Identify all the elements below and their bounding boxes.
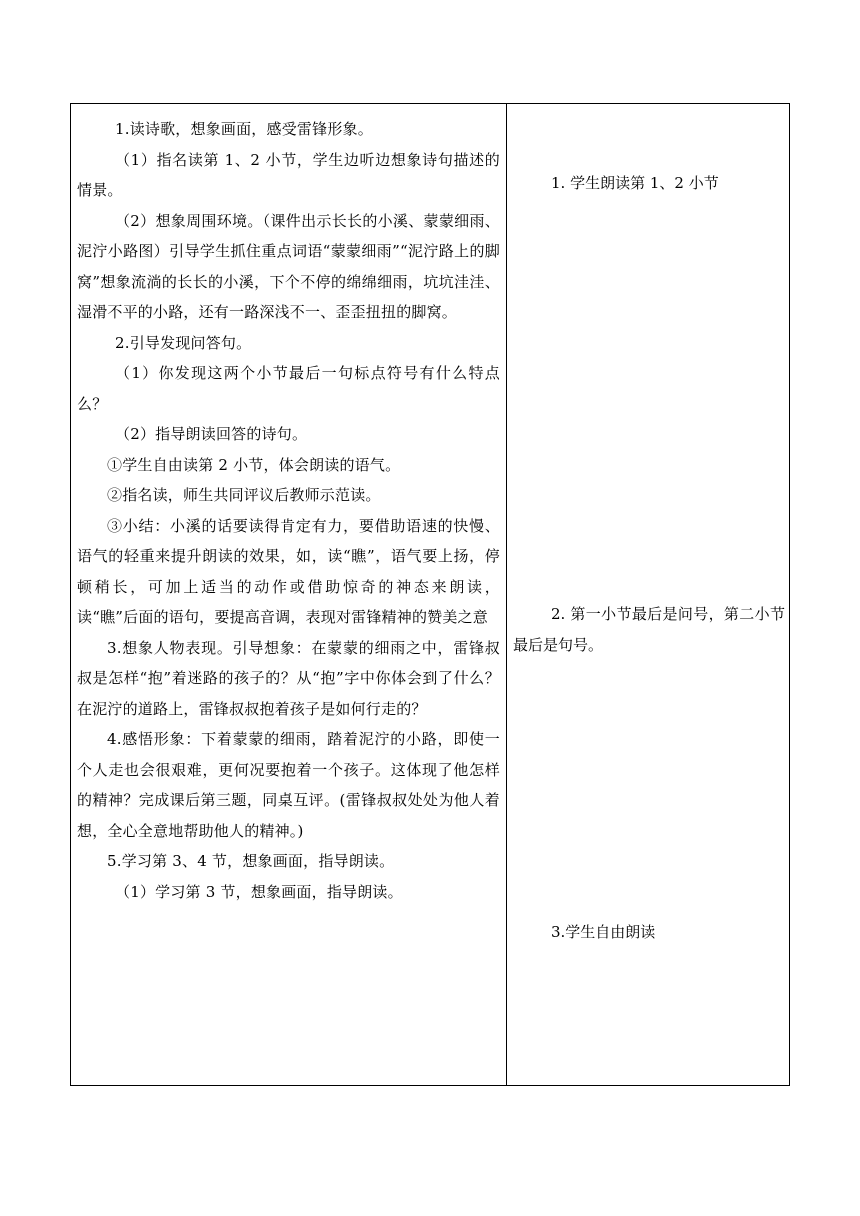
step-5-heading: 5.学习第 3、4 节，想象画面，指导朗读。 — [107, 852, 395, 870]
student-response-3: 3.学生自由朗读 — [551, 923, 656, 941]
step-2-subitem-3: ③小结：小溪的话要读得肯定有力，要借助语速的快慢、语气的轻重来提升朗读的效果，如，读“瞧”，语气要上扬，停顿稍长，可加上适当的动作或借助惊奇的神态来朗读，读“瞧”后面的语句，要提高音调，表现对雷锋精神的赞美之意 — [77, 516, 500, 626]
student-response-1: 1. 学生朗读第 1、2 小节 — [551, 174, 719, 192]
student-response-2: 2. 第一小节最后是问号，第二小节最后是句号。 — [513, 605, 785, 654]
step-2-subitem-1: ①学生自由读第 2 小节，体会朗读的语气。 — [107, 455, 401, 474]
step-3-paragraph: 3.想象人物表现。引导想象：在蒙蒙的细雨之中，雷锋叔叔是怎样“抱”着迷路的孩子的？从“抱”字中你体会到了什么？在泥泞的道路上，雷锋叔叔抱着孩子是如何行走的？ — [77, 638, 500, 718]
step-2-heading: 2.引导发现问答句。 — [115, 333, 252, 352]
step-5-item-1: （1）学习第 3 节，想象画面，指导朗读。 — [115, 882, 403, 901]
step-2-item-1: （1）你发现这两个小节最后一句标点符号有什么特点么？ — [77, 364, 500, 413]
teacher-activity-column — [71, 104, 506, 1085]
step-1-item-2: （2）想象周围环境。（课件出示长长的小溪、蒙蒙细雨、泥泞小路图）引导学生抓住重点词语“蒙蒙细雨”“泥泞路上的脚窝”想象流淌的长长的小溪，下个不停的绵绵细雨，坑坑洼洼、湿滑不平的小路，还有一路深浅不一、歪歪扭扭的脚窝。 — [77, 211, 500, 321]
student-activity-column — [507, 104, 790, 1085]
step-2-subitem-2: ②指名读，师生共同评议后教师示范读。 — [107, 486, 381, 504]
step-4-paragraph: 4.感悟形象：下着蒙蒙的细雨，踏着泥泞的小路，即使一个人走也会很艰难，更何况要抱着一个孩子。这体现了他怎样的精神？完成课后第三题，同桌互评。(雷锋叔叔处处为他人着想，全心全意地帮助他人的精神。) — [77, 730, 500, 840]
step-1-heading: 1.读诗歌，想象画面，感受雷锋形象。 — [115, 120, 373, 138]
step-2-item-2: （2）指导朗读回答的诗句。 — [115, 425, 308, 443]
lesson-table — [70, 103, 790, 1086]
step-1-item-1: （1）指名读第 1、2 小节，学生边听边想象诗句描述的情景。 — [77, 150, 500, 199]
